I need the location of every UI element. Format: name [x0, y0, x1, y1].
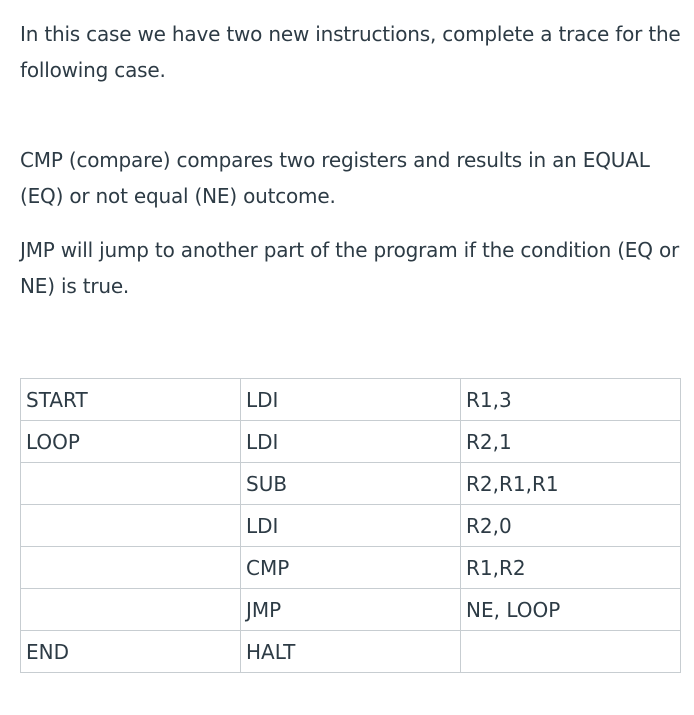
table-row — [21, 505, 681, 547]
label-cell — [21, 589, 241, 631]
operands-cell: R2,1 — [461, 421, 681, 463]
operands-cell: NE, LOOP — [461, 589, 681, 631]
operands-cell: R2,R1,R1 — [461, 463, 681, 505]
label-cell: LOOP — [21, 421, 241, 463]
table-row — [21, 589, 681, 631]
table-row — [21, 547, 681, 589]
label-cell — [21, 463, 241, 505]
table-row — [21, 631, 681, 673]
cmp-description: CMP (compare) compares two registers and results in an EQUAL (EQ) or not equal (NE) outcome. — [20, 148, 650, 208]
opcode-cell: CMP — [241, 547, 461, 589]
opcode-cell: JMP — [241, 589, 461, 631]
label-cell — [21, 547, 241, 589]
opcode-cell: LDI — [241, 421, 461, 463]
operands-cell: R2,0 — [461, 505, 681, 547]
table-row — [21, 463, 681, 505]
opcode-cell: LDI — [241, 379, 461, 421]
opcode-cell: SUB — [241, 463, 461, 505]
opcode-cell: HALT — [241, 631, 461, 673]
program-table — [20, 378, 681, 673]
table-row — [21, 379, 681, 421]
label-cell — [21, 505, 241, 547]
operands-cell — [461, 631, 681, 673]
label-cell: END — [21, 631, 241, 673]
operands-cell: R1,R2 — [461, 547, 681, 589]
intro-paragraph: In this case we have two new instructions, complete a trace for the following case. — [20, 22, 681, 82]
operands-cell: R1,3 — [461, 379, 681, 421]
table-row — [21, 421, 681, 463]
opcode-cell: LDI — [241, 505, 461, 547]
jmp-description: JMP will jump to another part of the program if the condition (EQ or NE) is true. — [20, 238, 680, 298]
label-cell: START — [21, 379, 241, 421]
